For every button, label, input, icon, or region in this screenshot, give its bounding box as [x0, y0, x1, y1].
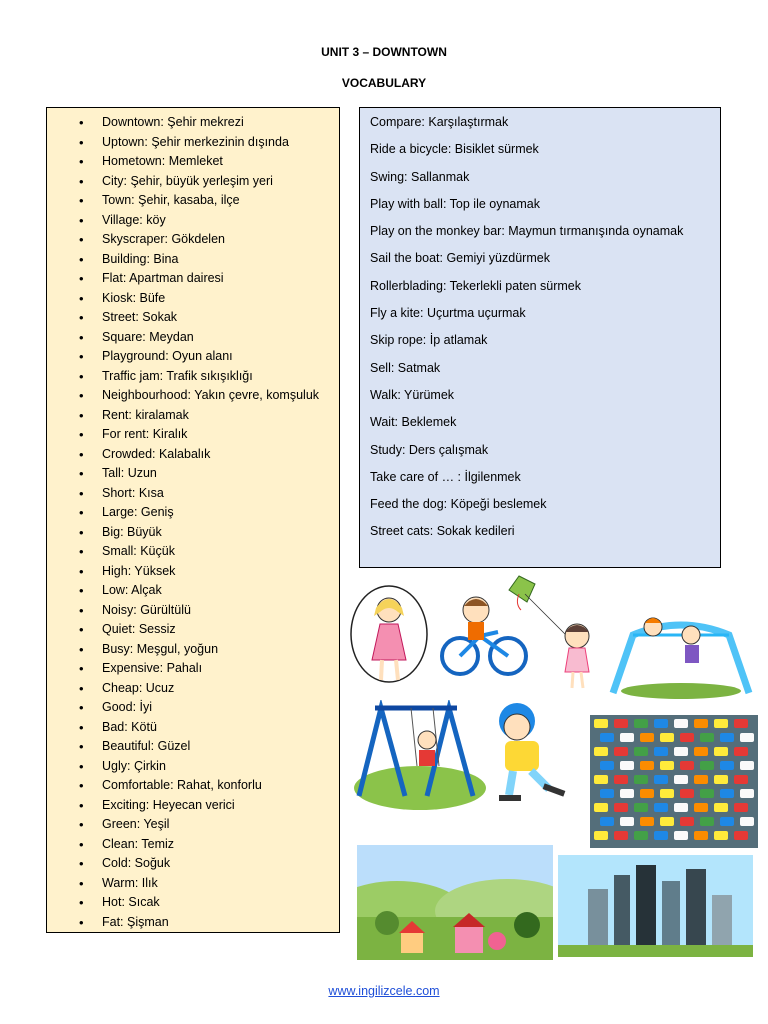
skip-rope-girl-image [348, 582, 430, 692]
vocab-item: • Tall: Uzun [47, 464, 339, 484]
car-shape [594, 719, 608, 728]
rollerblading-boy-image [485, 695, 580, 811]
phrase-item: Skip rope: İp atlamak [370, 333, 488, 348]
car-shape [634, 747, 648, 756]
car-shape [680, 733, 694, 742]
car-shape [660, 761, 674, 770]
vocab-item: • Hot: Sıcak [47, 893, 339, 913]
car-shape [660, 789, 674, 798]
vocab-item: • Large: Geniş [47, 503, 339, 523]
vocab-item: • Town: Şehir, kasaba, ilçe [47, 191, 339, 211]
car-shape [734, 747, 748, 756]
car-shape [640, 817, 654, 826]
car-shape [640, 733, 654, 742]
car-shape [734, 831, 748, 840]
monkey-bar-image [603, 605, 758, 700]
car-shape [700, 789, 714, 798]
car-shape [620, 761, 634, 770]
vocab-item: • Village: köy [47, 211, 339, 231]
car-shape [594, 747, 608, 756]
vocab-item: • For rent: Kiralık [47, 425, 339, 445]
car-shape [674, 747, 688, 756]
vocab-item: • Cold: Soğuk [47, 854, 339, 874]
vocab-item: • Small: Küçük [47, 542, 339, 562]
vocab-item: • Cheap: Ucuz [47, 679, 339, 699]
vocabulary-list-left [46, 107, 340, 933]
car-shape [714, 719, 728, 728]
vocab-item: • Comfortable: Rahat, konforlu [47, 776, 339, 796]
car-shape [694, 803, 708, 812]
vocab-item: • Neighbourhood: Yakın çevre, komşuluk [47, 386, 339, 406]
traffic-jam-image [590, 715, 758, 848]
vocab-item: • Downtown: Şehir mekrezi [47, 113, 339, 133]
vocab-item: • Low: Alçak [47, 581, 339, 601]
page-title: UNIT 3 – DOWNTOWN [321, 45, 447, 59]
swing-image [345, 700, 487, 812]
vocab-item: • Hometown: Memleket [47, 152, 339, 172]
phrase-item: Wait: Beklemek [370, 415, 457, 430]
car-shape [714, 775, 728, 784]
phrase-item: Play on the monkey bar: Maymun tırmanışında oynamak [370, 224, 684, 239]
vocab-item: • Traffic jam: Trafik sıkışıklığı [47, 367, 339, 387]
phrase-item: Study: Ders çalışmak [370, 442, 489, 457]
car-shape [614, 775, 628, 784]
phrase-item: Take care of … : İlgilenmek [370, 469, 521, 484]
car-shape [720, 789, 734, 798]
vocab-item: • Short: Kısa [47, 484, 339, 504]
car-shape [654, 747, 668, 756]
car-shape [674, 803, 688, 812]
kite-girl-image [505, 574, 600, 692]
phrase-item: Fly a kite: Uçurtma uçurmak [370, 306, 526, 321]
car-shape [694, 719, 708, 728]
vocab-item: • Skyscraper: Gökdelen [47, 230, 339, 250]
car-shape [700, 817, 714, 826]
vocab-item: • Fat: Şişman [47, 913, 339, 933]
car-shape [694, 775, 708, 784]
website-link[interactable]: www.ingilizcele.com [328, 984, 440, 998]
car-shape [714, 747, 728, 756]
vocab-item: • Flat: Apartman dairesi [47, 269, 339, 289]
vocab-item: • City: Şehir, büyük yerleşim yeri [47, 172, 339, 192]
vocab-item: • Crowded: Kalabalık [47, 445, 339, 465]
phrase-item: Play with ball: Top ile oynamak [370, 196, 540, 211]
vocab-item: • Good: İyi [47, 698, 339, 718]
car-shape [660, 817, 674, 826]
vocabulary-list-right [359, 107, 721, 568]
phrase-item: Swing: Sallanmak [370, 169, 470, 184]
car-shape [594, 775, 608, 784]
car-shape [634, 831, 648, 840]
car-shape [654, 775, 668, 784]
car-shape [740, 789, 754, 798]
car-shape [660, 733, 674, 742]
car-shape [594, 831, 608, 840]
vocab-item: • Warm: Ilık [47, 874, 339, 894]
car-shape [740, 817, 754, 826]
car-shape [694, 747, 708, 756]
car-shape [674, 831, 688, 840]
vocab-item: • Kiosk: Büfe [47, 289, 339, 309]
vocab-item: • Busy: Meşgul, yoğun [47, 640, 339, 660]
vocab-item: • Rent: kiralamak [47, 406, 339, 426]
car-shape [674, 719, 688, 728]
car-shape [720, 733, 734, 742]
vocab-item: • Quiet: Sessiz [47, 620, 339, 640]
car-shape [600, 733, 614, 742]
car-shape [714, 803, 728, 812]
city-skyline-image [558, 855, 753, 957]
car-shape [740, 761, 754, 770]
vocab-item: • Clean: Temiz [47, 835, 339, 855]
car-shape [654, 803, 668, 812]
phrase-item: Street cats: Sokak kedileri [370, 524, 515, 539]
car-shape [654, 719, 668, 728]
car-shape [700, 733, 714, 742]
car-shape [734, 719, 748, 728]
vocab-item: • Uptown: Şehir merkezinin dışında [47, 133, 339, 153]
car-shape [594, 803, 608, 812]
car-shape [634, 719, 648, 728]
car-shape [734, 775, 748, 784]
car-shape [740, 733, 754, 742]
vocab-item: • Green: Yeşil [47, 815, 339, 835]
car-shape [620, 817, 634, 826]
phrase-item: Walk: Yürümek [370, 387, 455, 402]
car-shape [634, 803, 648, 812]
phrase-item: Compare: Karşılaştırmak [370, 115, 509, 129]
vocab-item: • High: Yüksek [47, 562, 339, 582]
phrase-item: Rollerblading: Tekerlekli paten sürmek [370, 278, 581, 293]
phrase-item: Ride a bicycle: Bisiklet sürmek [370, 142, 539, 157]
car-shape [600, 789, 614, 798]
car-shape [674, 775, 688, 784]
car-shape [720, 761, 734, 770]
phrase-item: Sail the boat: Gemiyi yüzdürmek [370, 251, 550, 266]
vocab-item: • Noisy: Gürültülü [47, 601, 339, 621]
vocab-item: • Playground: Oyun alanı [47, 347, 339, 367]
vocab-item: • Big: Büyük [47, 523, 339, 543]
car-shape [640, 789, 654, 798]
car-shape [680, 789, 694, 798]
vocab-item: • Beautiful: Güzel [47, 737, 339, 757]
car-shape [600, 817, 614, 826]
car-shape [734, 803, 748, 812]
car-shape [654, 831, 668, 840]
car-shape [694, 831, 708, 840]
car-shape [634, 775, 648, 784]
car-shape [600, 761, 614, 770]
vocab-item: • Street: Sokak [47, 308, 339, 328]
car-shape [720, 817, 734, 826]
car-shape [680, 817, 694, 826]
vocab-item: • Square: Meydan [47, 328, 339, 348]
car-shape [700, 761, 714, 770]
car-shape [614, 803, 628, 812]
car-shape [614, 719, 628, 728]
car-shape [680, 761, 694, 770]
car-shape [640, 761, 654, 770]
vocab-item: • Expensive: Pahalı [47, 659, 339, 679]
village-image [357, 845, 553, 960]
car-shape [620, 733, 634, 742]
car-shape [614, 831, 628, 840]
car-shape [614, 747, 628, 756]
phrase-item: Sell: Satmak [370, 360, 441, 375]
car-shape [714, 831, 728, 840]
page-subtitle: VOCABULARY [341, 76, 427, 90]
vocab-item: • Exciting: Heyecan verici [47, 796, 339, 816]
phrase-item: Feed the dog: Köpeği beslemek [370, 497, 547, 512]
car-shape [620, 789, 634, 798]
vocab-item: • Building: Bina [47, 250, 339, 270]
vocab-item: • Bad: Kötü [47, 718, 339, 738]
vocab-item: • Ugly: Çirkin [47, 757, 339, 777]
